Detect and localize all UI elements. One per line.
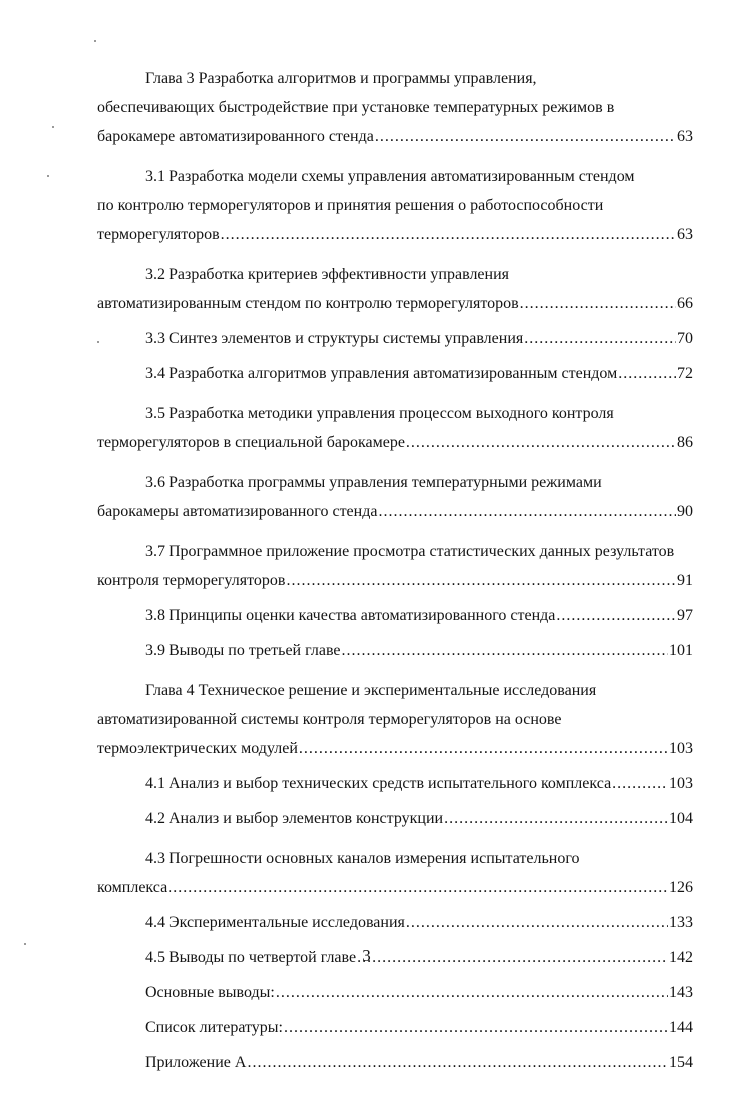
- toc-entry-title: 3.4 Разработка алгоритмов управления автоматизированным стендом: [145, 365, 618, 382]
- toc-entry-leader-line: [97, 601, 693, 630]
- toc-entry-leader-line: [97, 122, 693, 151]
- dot-leader: [618, 359, 676, 388]
- toc-page-number: 70: [677, 330, 693, 347]
- toc-entry: [97, 1013, 693, 1042]
- toc-page-number: 126: [669, 879, 693, 896]
- toc-entry-title: термоэлектрических модулей: [97, 740, 298, 757]
- toc-entry-title: терморегуляторов: [97, 226, 220, 243]
- toc-entry-leader-line: [97, 428, 693, 457]
- dot-leader: [520, 289, 676, 318]
- toc-entry-line: Глава 4 Техническое решение и экспериментальные исследования: [145, 682, 597, 699]
- toc-entry: [97, 676, 693, 763]
- dot-leader: [612, 769, 668, 798]
- toc-entry-leader-line: [97, 359, 693, 388]
- scan-speck: [24, 943, 26, 945]
- toc-entry: [97, 468, 693, 526]
- toc-page-number: 101: [669, 642, 693, 659]
- toc-entry-title: Список литературы:: [145, 1019, 283, 1036]
- table-of-contents: [97, 64, 693, 1077]
- toc-entry-title: контроля терморегуляторов: [97, 572, 286, 589]
- dot-leader: [556, 601, 676, 630]
- toc-entry-title: 4.5 Выводы по четвертой главе: [145, 949, 357, 966]
- toc-entry-title: 3.9 Выводы по третьей главе: [145, 642, 341, 659]
- toc-entry: [97, 978, 693, 1007]
- toc-page-number: 103: [669, 775, 693, 792]
- toc-entry-title: барокамере автоматизированного стенда: [97, 128, 374, 145]
- toc-entry: [97, 601, 693, 630]
- toc-entry-leader-line: [97, 873, 693, 902]
- page-number: 3: [362, 946, 371, 965]
- toc-page-number: 133: [669, 914, 693, 931]
- toc-entry-line: 3.1 Разработка модели схемы управления автоматизированным стендом: [145, 168, 635, 185]
- toc-entry-leader-line: [97, 1048, 693, 1077]
- toc-entry-line: 4.3 Погрешности основных каналов измерения испытательного: [145, 850, 580, 867]
- toc-entry-leader-line: [97, 1013, 693, 1042]
- toc-page-number: 104: [669, 810, 693, 827]
- toc-page-number: 143: [669, 984, 693, 1001]
- toc-entry: [97, 399, 693, 457]
- toc-entry: [97, 804, 693, 833]
- toc-entry: [97, 64, 693, 151]
- toc-entry-leader-line: [97, 636, 693, 665]
- toc-entry-leader-line: [97, 908, 693, 937]
- toc-page-number: 86: [677, 434, 693, 451]
- toc-entry-leader-line: [97, 769, 693, 798]
- toc-entry: [97, 359, 693, 388]
- dot-leader: [221, 220, 676, 249]
- toc-entry-leader-line: [97, 289, 693, 318]
- toc-entry-leader-line: [97, 497, 693, 526]
- dot-leader: [168, 873, 668, 902]
- scan-speck: [97, 341, 99, 343]
- dot-leader: [284, 1013, 668, 1042]
- toc-entry-line: по контролю терморегуляторов и принятия решения о работоспособности: [97, 197, 604, 214]
- toc-entry-title: 3.3 Синтез элементов и структуры системы управления: [145, 330, 524, 347]
- scan-speck: [94, 40, 96, 42]
- toc-page-number: 103: [669, 740, 693, 757]
- dot-leader: [444, 804, 668, 833]
- toc-entry-title: Приложение А: [145, 1054, 247, 1071]
- toc-page-number: 154: [669, 1054, 693, 1071]
- toc-page-number: 144: [669, 1019, 693, 1036]
- toc-entry: [97, 1048, 693, 1077]
- toc-entry-line: 3.2 Разработка критериев эффективности управления: [145, 266, 510, 283]
- toc-entry-title: комплекса: [97, 879, 168, 896]
- toc-entry: [97, 636, 693, 665]
- dot-leader: [524, 324, 676, 353]
- toc-entry-line: автоматизированной системы контроля терморегуляторов на основе: [97, 711, 562, 728]
- toc-entry: [97, 769, 693, 798]
- toc-page-number: 63: [677, 226, 693, 243]
- scan-speck: [52, 126, 54, 128]
- toc-entry-leader-line: [97, 978, 693, 1007]
- toc-entry: [97, 162, 693, 249]
- toc-entry-line: 3.7 Программное приложение просмотра статистических данных результатов: [145, 543, 675, 560]
- dot-leader: [375, 122, 676, 151]
- dot-leader: [342, 636, 669, 665]
- toc-entry-title: 4.4 Экспериментальные исследования: [145, 914, 405, 931]
- toc-page-number: 66: [677, 295, 693, 312]
- dot-leader: [406, 428, 676, 457]
- toc-entry-title: 4.2 Анализ и выбор элементов конструкции: [145, 810, 444, 827]
- toc-page-number: 72: [677, 365, 693, 382]
- toc-entry-leader-line: [97, 566, 693, 595]
- dot-leader: [276, 978, 668, 1007]
- toc-entry-title: Основные выводы:: [145, 984, 275, 1001]
- toc-entry: [97, 324, 693, 353]
- toc-entry-line: 3.6 Разработка программы управления температурными режимами: [145, 474, 602, 491]
- toc-entry-line: 3.5 Разработка методики управления процессом выходного контроля: [145, 405, 614, 422]
- toc-page-number: 90: [677, 503, 693, 520]
- toc-page-number: 142: [669, 949, 693, 966]
- toc-page-number: 97: [677, 607, 693, 624]
- toc-entry-leader-line: [97, 804, 693, 833]
- toc-entry-leader-line: [97, 324, 693, 353]
- toc-entry: [97, 537, 693, 595]
- dot-leader: [247, 1048, 668, 1077]
- dot-leader: [286, 566, 676, 595]
- toc-entry-line: Глава 3 Разработка алгоритмов и программы управления,: [145, 70, 537, 87]
- toc-entry: [97, 844, 693, 902]
- toc-page-number: 91: [677, 572, 693, 589]
- dot-leader: [299, 734, 668, 763]
- toc-entry-line: обеспечивающих быстродействие при установке температурных режимов в: [97, 99, 615, 116]
- dot-leader: [406, 908, 668, 937]
- toc-entry-leader-line: [97, 220, 693, 249]
- toc-entry-title: 4.1 Анализ и выбор технических средств испытательного комплекса: [145, 775, 612, 792]
- toc-entry: [97, 908, 693, 937]
- toc-entry-title: терморегуляторов в специальной барокамере: [97, 434, 405, 451]
- toc-entry-title: автоматизированным стендом по контролю терморегуляторов: [97, 295, 519, 312]
- toc-entry-leader-line: [97, 734, 693, 763]
- toc-entry-title: барокамеры автоматизированного стенда: [97, 503, 378, 520]
- toc-page-number: 63: [677, 128, 693, 145]
- scan-speck: [47, 175, 49, 177]
- toc-entry: [97, 260, 693, 318]
- toc-entry-title: 3.8 Принципы оценки качества автоматизированного стенда: [145, 607, 556, 624]
- dot-leader: [378, 497, 676, 526]
